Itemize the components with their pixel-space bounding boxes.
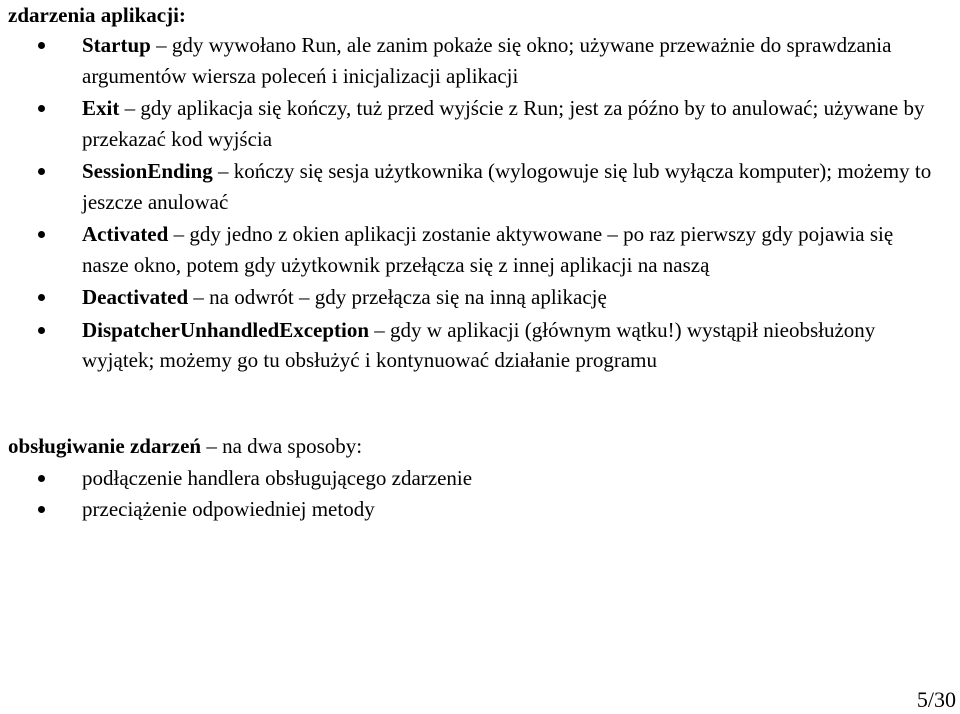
- section-heading-events: [8, 2, 186, 28]
- section-heading-handling: [8, 433, 362, 459]
- event-dash: –: [212, 159, 234, 183]
- list-item: [0, 93, 942, 154]
- list-item: [0, 30, 942, 91]
- bullet-icon: [38, 168, 45, 175]
- event-description: gdy wywołano Run, ale zanim pokaże się okno; używane przeważnie do sprawdzania argumentów wiersza poleceń i inicjalizacji aplikacji: [82, 33, 892, 88]
- event-description: gdy w aplikacji (głównym wątku!) wystąpił nieobsłużony wyjątek; możemy go tu obsłużyć i kontynuować działanie programu: [82, 317, 876, 372]
- bullet-icon: [38, 475, 45, 482]
- handling-method: przeciążenie odpowiedniej metody: [82, 496, 375, 521]
- event-term: DispatcherUnhandledException: [82, 317, 370, 342]
- handling-method: podłączenie handlera obsługującego zdarzenie: [82, 466, 473, 490]
- bullet-icon: [38, 42, 45, 49]
- list-item: [0, 219, 942, 280]
- event-description: kończy się sesja użytkownika (wylogowuje się lub wyłącza komputer); możemy to jeszcze anulować: [82, 159, 932, 214]
- event-dash: –: [150, 33, 172, 57]
- bullet-icon: [38, 294, 45, 301]
- event-dash: –: [168, 222, 190, 246]
- list-item: [0, 315, 942, 376]
- section-heading-handling-term: obsługiwanie zdarzeń: [8, 434, 202, 458]
- slide-number: 5/30: [916, 687, 956, 712]
- list-item: [0, 282, 942, 313]
- event-description: gdy jedno z okien aplikacji zostanie aktywowane – po raz pierwszy gdy pojawia się nasze okno, potem gdy użytkownik przełącza się z innej aplikacji na naszą: [82, 222, 894, 277]
- event-term: Startup: [82, 33, 151, 57]
- event-term: Deactivated: [82, 285, 189, 309]
- event-dash: –: [119, 96, 141, 120]
- section-heading-events-text: zdarzenia aplikacji:: [8, 3, 186, 27]
- bullet-icon: [38, 506, 45, 513]
- bullet-icon: [38, 105, 45, 112]
- list-item: [0, 156, 942, 217]
- events-list: [0, 30, 942, 378]
- bullet-icon: [38, 327, 45, 334]
- event-dash: –: [188, 285, 210, 309]
- event-dash: –: [369, 317, 391, 342]
- event-description: na odwrót – gdy przełącza się na inną aplikację: [209, 285, 607, 309]
- handling-list: [0, 463, 942, 524]
- event-term: SessionEnding: [82, 159, 213, 183]
- event-description: gdy aplikacja się kończy, tuż przed wyjście z Run; jest za późno by to anulować; używane by przekazać kod wyjścia: [82, 96, 925, 151]
- section-heading-handling-rest: – na dwa sposoby:: [201, 434, 363, 458]
- bullet-icon: [38, 231, 45, 238]
- list-item: [0, 494, 942, 525]
- list-item: [0, 463, 942, 494]
- event-term: Activated: [82, 222, 169, 246]
- event-term: Exit: [82, 96, 120, 120]
